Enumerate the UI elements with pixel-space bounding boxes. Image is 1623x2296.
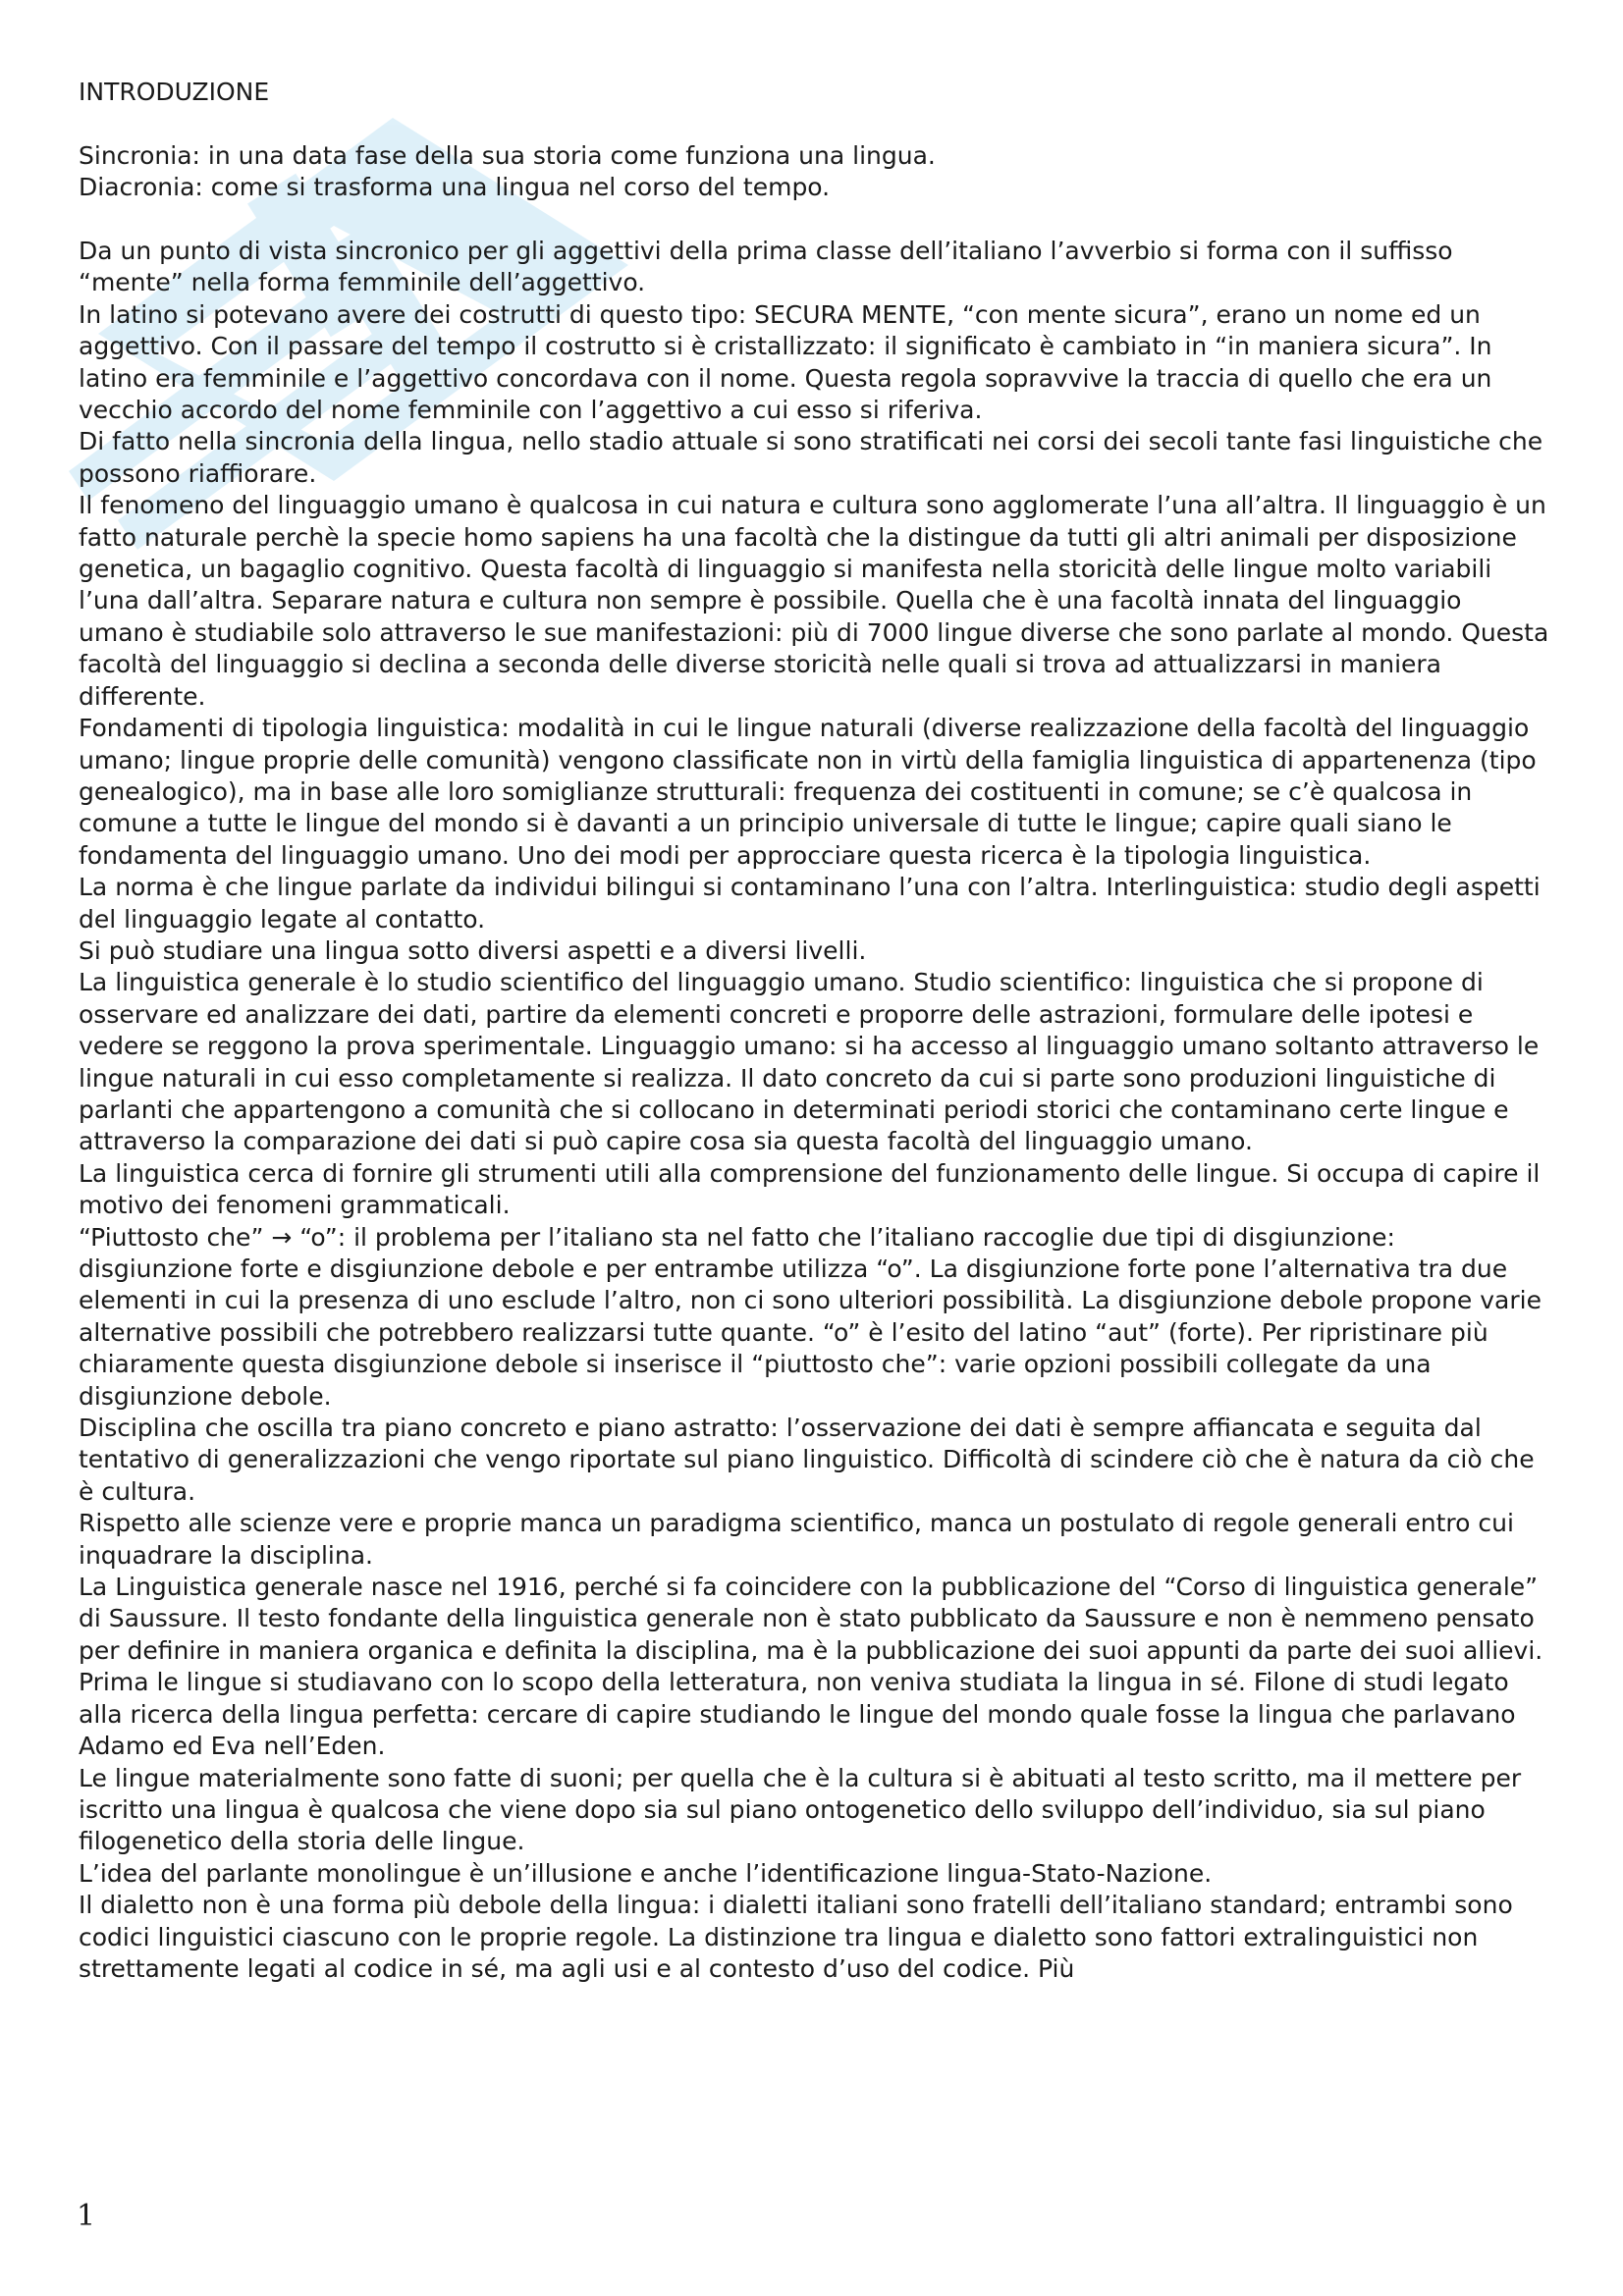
- paragraph: La norma è che lingue parlate da individui bilingui si contaminano l’una con l’altra. Interlinguistica: studio degli aspetti del linguaggio legate al contatto.: [79, 873, 1541, 934]
- paragraph: La linguistica cerca di fornire gli strumenti utili alla comprensione del funzionamento delle lingue. Si occupa di capire il motivo dei fenomeni grammaticali.: [79, 1158, 1541, 1220]
- document-title: INTRODUZIONE: [79, 78, 270, 106]
- page-number: 1: [77, 2199, 96, 2233]
- paragraph: Le lingue materialmente sono fatte di suoni; per quella che è la cultura si è abituati al testo scritto, ma il mettere per iscritto una lingua è qualcosa che viene dopo sia sul piano ontogenetico dello sviluppo dell’individuo, sia sul piano filogenetico della storia delle lingue.: [79, 1763, 1522, 1856]
- intro-line: Sincronia: in una data fase della sua storia come funziona una lingua.: [79, 140, 936, 170]
- paragraph: Fondamenti di tipologia linguistica: modalità in cui le lingue naturali (diverse realizzazione della facoltà del linguaggio umano; lingue proprie delle comunità) vengono classificate non in virtù della famiglia linguistica di appartenenza (tipo genealogico), ma in base alle loro somiglianze strutturali: frequenza dei costituenti in comune; se c’è qualcosa in comune a tutte le lingue del mondo si è davanti a un principio universale di tutte le lingue; capire quali siano le fondamenta del linguaggio umano. Uno dei modi per approcciare questa ricerca è la tipologia linguistica.: [79, 714, 1537, 870]
- paragraph: Il fenomeno del linguaggio umano è qualcosa in cui natura e cultura sono agglomerate l’una all’altra. Il linguaggio è un fatto naturale perchè la specie homo sapiens ha una facoltà che la distingue da tutti gli altri animali per disposizione genetica, un bagaglio cognitivo. Questa facoltà di linguaggio si manifesta nella storicità delle lingue molto variabili l’una dall’altra. Separare natura e cultura non sempre è possibile. Quella che è una facoltà innata del linguaggio umano è studiabile solo attraverso le sue manifestazioni: più di 7000 lingue diverse che sono parlate al mondo. Questa facoltà del linguaggio si declina a seconda delle diverse storicità nelle quali si trova ad attualizzarsi in maniera differente.: [79, 491, 1549, 711]
- paragraph: La Linguistica generale nasce nel 1916, perché si fa coincidere con la pubblicazione del “Corso di linguistica generale” di Saussure. Il testo fondante della linguistica generale non è stato pubblicato da Saussure e non è nemmeno pensato per definire in maniera organica e definita la disciplina, ma è la pubblicazione dei suoi appunti da parte dei suoi allievi. Prima le lingue si studiavano con lo scopo della letteratura, non veniva studiata la lingua in sé. Filone di studi legato alla ricerca della lingua perfetta: cercare di capire studiando le lingue del mondo quale fosse la lingua che parlavano Adamo ed Eva nell’Eden.: [79, 1573, 1543, 1761]
- paragraph: Di fatto nella sincronia della lingua, nello stadio attuale si sono stratificati nei corsi dei secoli tante fasi linguistiche che possono riaffiorare.: [79, 427, 1543, 488]
- paragraph: L’idea del parlante monolingue è un’illusione e anche l’identificazione lingua-Stato-Nazione.: [79, 1858, 1213, 1888]
- paragraph: Disciplina che oscilla tra piano concreto e piano astratto: l’osservazione dei dati è sempre affiancata e seguita dal tentativo di generalizzazioni che vengo riportate sul piano linguistico. Difficoltà di scindere ciò che è natura da ciò che è cultura.: [79, 1414, 1535, 1506]
- blank-line: [79, 204, 1551, 236]
- intro-line: Diacronia: come si trasforma una lingua nel corso del tempo.: [79, 173, 831, 202]
- paragraph: Da un punto di vista sincronico per gli aggettivi della prima classe dell’italiano l’avverbio si forma con il suffisso “mente” nella forma femminile dell’aggettivo.: [79, 237, 1453, 297]
- document-page: [79, 77, 1551, 1985]
- paragraph: “Piuttosto che” → “o”: il problema per l’italiano sta nel fatto che l’italiano raccoglie due tipi di disgiunzione: disgiunzione forte e disgiunzione debole e per entrambe utilizza “o”. La disgiunzione forte pone l’alternativa tra due elementi in cui la presenza di uno esclude l’altro, non ci sono ulteriori possibilità. La disgiunzione debole propone varie alternative possibili che potrebbero realizzarsi tutte quante. “o” è l’esito del latino “aut” (forte). Per ripristinare più chiaramente questa disgiunzione debole si inserisce il “piuttosto che”: varie opzioni possibili collegate da una disgiunzione debole.: [79, 1222, 1542, 1411]
- paragraph: Rispetto alle scienze vere e proprie manca un paradigma scientifico, manca un postulato di regole generali entro cui inquadrare la disciplina.: [79, 1509, 1514, 1570]
- blank-line: [79, 108, 1551, 139]
- paragraph: Il dialetto non è una forma più debole della lingua: i dialetti italiani sono fratelli dell’italiano standard; entrambi sono codici linguistici ciascuno con le proprie regole. La distinzione tra lingua e dialetto sono fattori extralinguistici non strettamente legati al codice in sé, ma agli usi e al contesto d’uso del codice. Più: [79, 1891, 1513, 1983]
- paragraph: Si può studiare una lingua sotto diversi aspetti e a diversi livelli.: [79, 935, 867, 965]
- paragraph: In latino si potevano avere dei costrutti di questo tipo: SECURA MENTE, “con mente sicura”, erano un nome ed un aggettivo. Con il passare del tempo il costrutto si è cristallizzato: il significato è cambiato in “in maniera sicura”. In latino era femminile e l’aggettivo concordava con il nome. Questa regola sopravvive la traccia di quello che era un vecchio accordo del nome femminile con l’aggettivo a cui esso si riferiva.: [79, 299, 1492, 425]
- paragraph: La linguistica generale è lo studio scientifico del linguaggio umano. Studio scientifico: linguistica che si propone di osservare ed analizzare dei dati, partire da elementi concreti e proporre delle astrazioni, formulare delle ipotesi e vedere se reggono la prova sperimentale. Linguaggio umano: si ha accesso al linguaggio umano soltanto attraverso le lingue naturali in cui esso completamente si realizza. Il dato concreto da cui si parte sono produzioni linguistiche di parlanti che appartengono a comunità che si collocano in determinati periodi storici che contaminano certe lingue e attraverso la comparazione dei dati si può capire cosa sia questa facoltà del linguaggio umano.: [79, 968, 1540, 1156]
